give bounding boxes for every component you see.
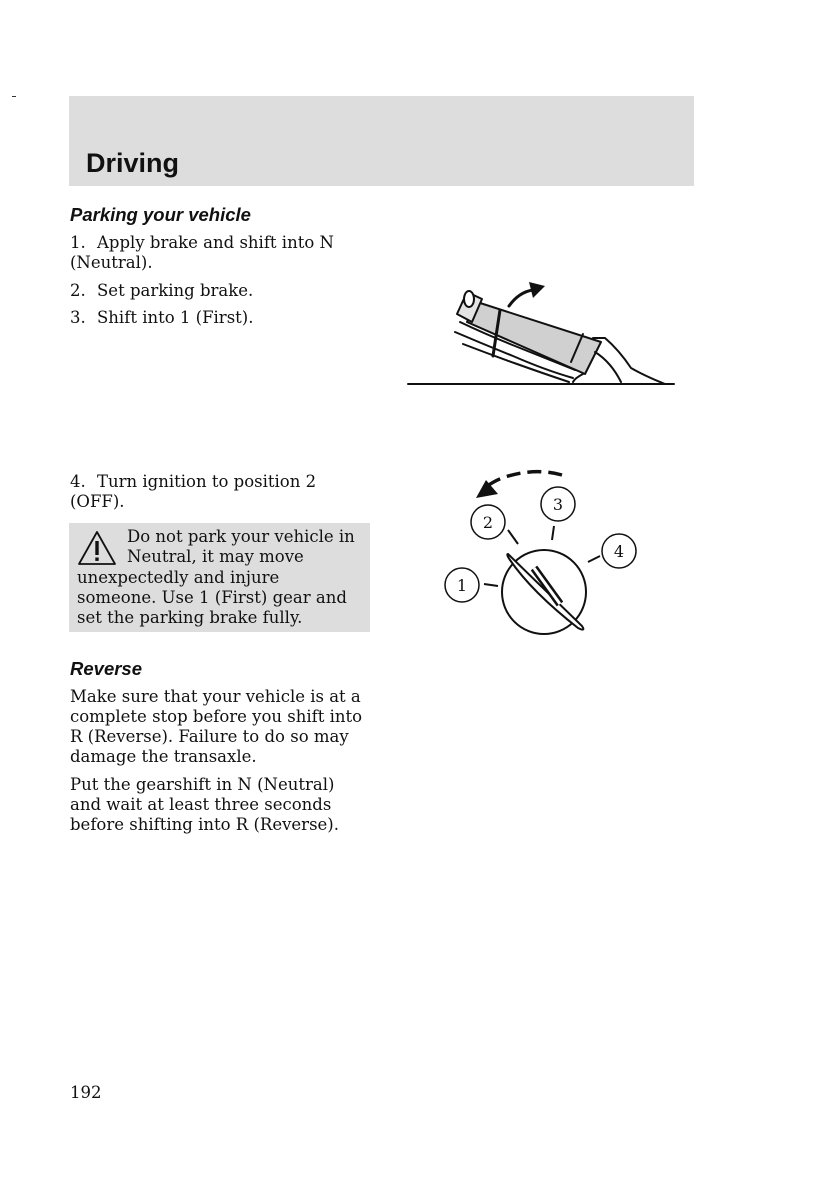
parking-step-3 bbox=[70, 308, 370, 328]
ignition-cylinder-icon bbox=[502, 550, 586, 634]
position-label-3 bbox=[541, 487, 575, 521]
position-2-text: 2 bbox=[482, 513, 494, 532]
position-4-text: 4 bbox=[613, 542, 625, 561]
reverse-heading: Reverse bbox=[70, 658, 143, 679]
position-label-1 bbox=[445, 568, 479, 602]
pull-arrow-icon bbox=[509, 282, 545, 306]
reverse-paragraph-1: Make sure that your vehicle is at a complete stop before you shift into R (Reverse). Failure to do so may damage the transaxle. bbox=[70, 687, 363, 766]
position-label-2 bbox=[471, 505, 505, 539]
parking-brake-illustration bbox=[405, 278, 680, 390]
step-text: Turn ignition to position 2 (OFF). bbox=[70, 472, 317, 511]
step-number: 2. bbox=[70, 281, 86, 300]
step-number: 4. bbox=[70, 472, 86, 491]
crop-mark bbox=[12, 96, 16, 97]
step-text: Set parking brake. bbox=[97, 281, 254, 300]
warning-box bbox=[69, 523, 370, 632]
warning-text: Do not park your vehicle in Neutral, it may move unexpectedly and injure someone. Use 1 (First) gear and set the parking brake fully. bbox=[77, 527, 355, 628]
position-3-text: 3 bbox=[552, 495, 564, 514]
step-number: 3. bbox=[70, 308, 86, 327]
header-band bbox=[69, 96, 694, 186]
page-number: 192 bbox=[70, 1083, 102, 1102]
parking-step-2 bbox=[70, 281, 370, 301]
page-title: Driving bbox=[86, 148, 180, 178]
step-text: Shift into 1 (First). bbox=[97, 308, 254, 327]
step-number: 1. bbox=[70, 233, 86, 252]
position-2-tick bbox=[508, 530, 518, 544]
position-1-text: 1 bbox=[456, 576, 468, 595]
ignition-switch-illustration bbox=[436, 464, 648, 644]
position-3-tick bbox=[552, 526, 554, 540]
step-text: Apply brake and shift into N (Neutral). bbox=[70, 233, 334, 272]
parking-step-1 bbox=[70, 233, 370, 273]
parking-brake-lever-icon bbox=[455, 291, 665, 384]
position-4-tick bbox=[588, 556, 600, 562]
parking-step-4 bbox=[70, 472, 370, 512]
reverse-paragraph-2: Put the gearshift in N (Neutral) and wait at least three seconds before shifting into R (Reverse). bbox=[70, 775, 339, 834]
position-label-4 bbox=[602, 534, 636, 568]
position-1-tick bbox=[484, 584, 498, 586]
parking-heading: Parking your vehicle bbox=[70, 204, 251, 225]
warning-triangle-icon bbox=[76, 529, 118, 567]
